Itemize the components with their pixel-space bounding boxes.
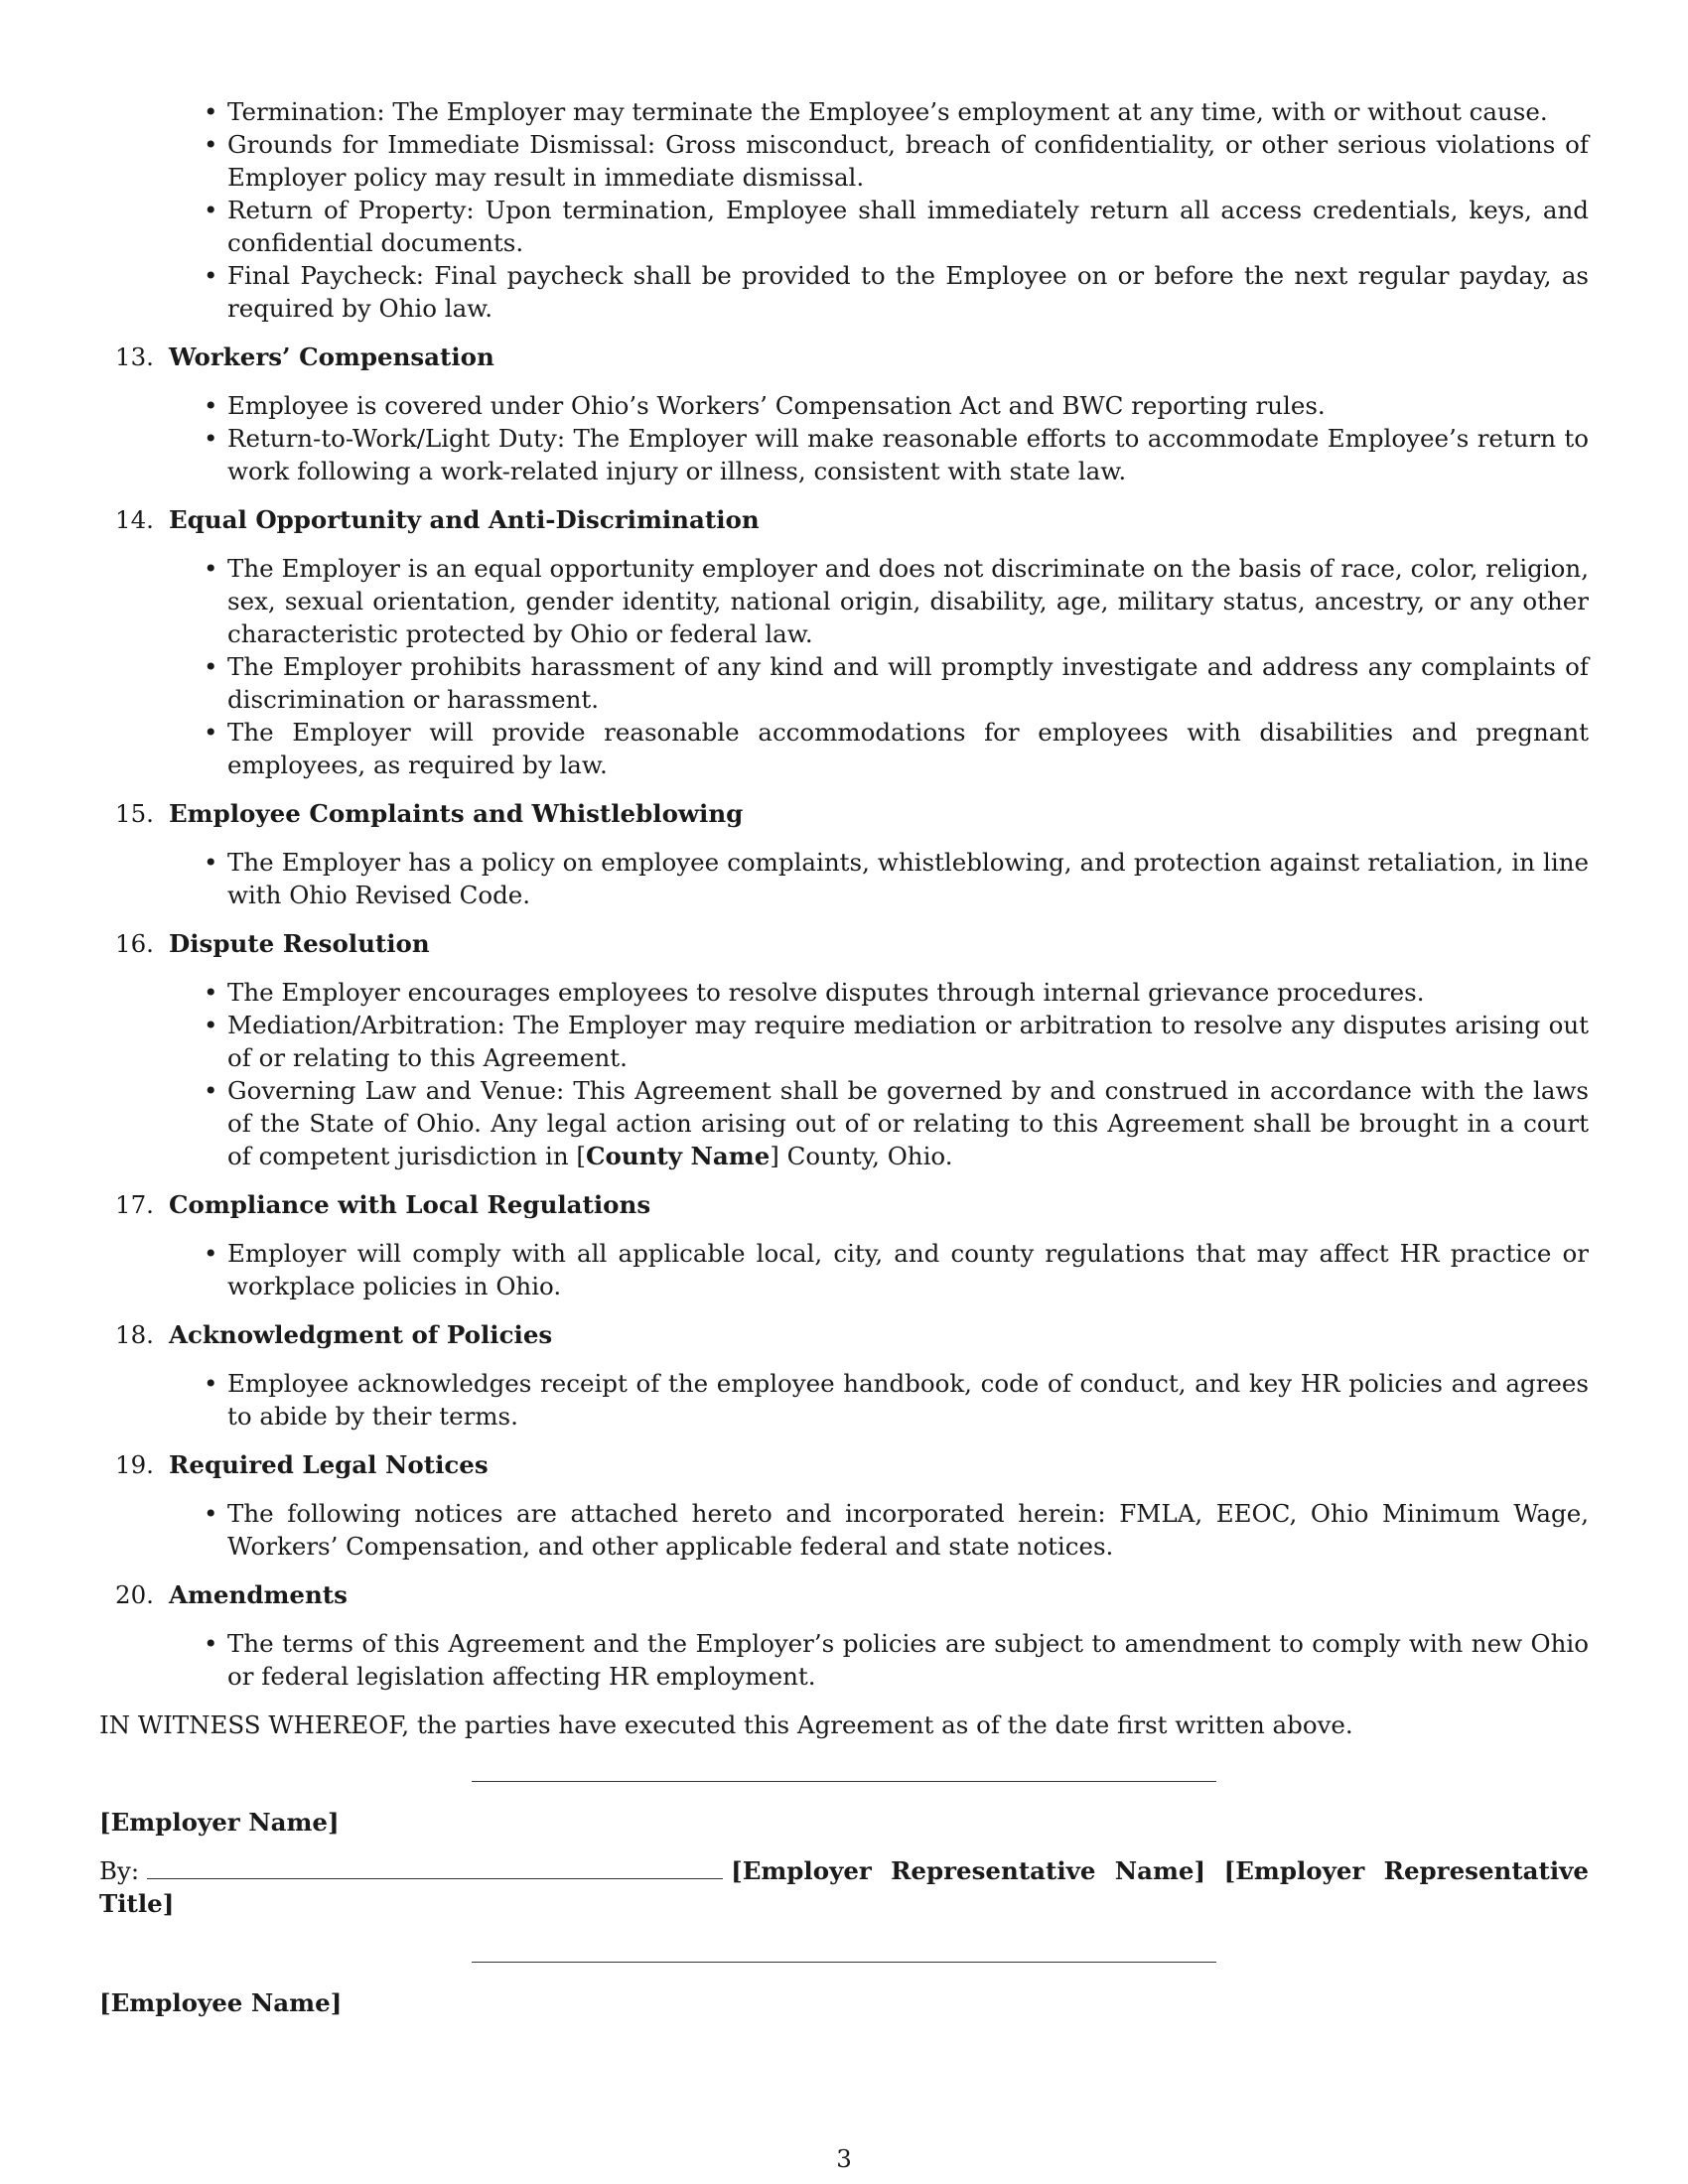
section-15 xyxy=(99,797,1589,911)
by-line xyxy=(99,1854,1589,1920)
list-item: • The Employer prohibits harassment of any kind and will promptly investigate and address any complaints of discrimination or harassment. xyxy=(227,650,1589,716)
list-item: • Mediation/Arbitration: The Employer may require mediation or arbitration to resolve any disputes arising out of or relating to this Agreement. xyxy=(227,1009,1589,1074)
rep-name-placeholder: [Employer Representative Name] xyxy=(731,1856,1206,1885)
section-title: Required Legal Notices xyxy=(169,1450,489,1479)
section-number: 14. xyxy=(115,505,154,534)
section-title: Equal Opportunity and Anti-Discrimination xyxy=(169,505,760,534)
section-title: Employee Complaints and Whistleblowing xyxy=(169,799,744,828)
section-number: 18. xyxy=(115,1320,154,1349)
section-17 xyxy=(99,1188,1589,1302)
section-title: Compliance with Local Regulations xyxy=(169,1190,651,1219)
witness-statement: IN WITNESS WHEREOF, the parties have executed this Agreement as of the date first written above. xyxy=(99,1710,1353,1739)
list-item: • Employer will comply with all applicable local, city, and county regulations that may affect HR practice or workplace policies in Ohio. xyxy=(227,1237,1589,1302)
section-title: Workers’ Compensation xyxy=(169,342,494,371)
governing-law-item: • Governing Law and Venue: This Agreement shall be governed by and construed in accordance with the laws of the State of Ohio. Any legal action arising out of or relating to this Agreement shall be brought in a court of competent jurisdiction in [County Name] County, Ohio. xyxy=(227,1074,1589,1172)
employer-signature-line xyxy=(472,1781,1216,1782)
section-16 xyxy=(99,927,1589,1172)
list-item: • Return of Property: Upon termination, Employee shall immediately return all access credentials, keys, and confidential documents. xyxy=(227,194,1589,259)
section-number: 17. xyxy=(115,1190,154,1219)
employee-name-placeholder: [Employee Name] xyxy=(99,1988,343,2017)
employee-signature-line xyxy=(472,1962,1216,1963)
section-number: 16. xyxy=(115,929,154,958)
section-title: Dispute Resolution xyxy=(169,929,430,958)
list-item: • Return-to-Work/Light Duty: The Employer will make reasonable efforts to accommodate Employee’s return to work following a work-related injury or illness, consistent with state law. xyxy=(227,422,1589,487)
section-14 xyxy=(99,503,1589,781)
list-item: • The terms of this Agreement and the Employer’s policies are subject to amendment to comply with new Ohio or federal legislation affecting HR employment. xyxy=(227,1627,1589,1693)
list-item: • The Employer encourages employees to resolve disputes through internal grievance procedures. xyxy=(227,976,1589,1009)
section-title: Amendments xyxy=(169,1580,348,1609)
list-item: • The Employer is an equal opportunity employer and does not discriminate on the basis of race, color, religion, sex, sexual orientation, gender identity, national origin, disability, age, military status, ancestry, or any other characteristic protected by Ohio or federal law. xyxy=(227,552,1589,650)
by-signature-underline xyxy=(147,1856,723,1879)
document-page xyxy=(99,95,1589,2019)
by-label: By: xyxy=(99,1856,140,1885)
section-number: 13. xyxy=(115,342,154,371)
section-title: Acknowledgment of Policies xyxy=(169,1320,553,1349)
list-item: • Grounds for Immediate Dismissal: Gross misconduct, breach of confidentiality, or other serious violations of Employer policy may result in immediate dismissal. xyxy=(227,128,1589,194)
rep-title-placeholder: [Employer Representative Title] xyxy=(99,1856,1589,1918)
section-18 xyxy=(99,1318,1589,1433)
list-item: • Employee acknowledges receipt of the employee handbook, code of conduct, and key HR policies and agrees to abide by their terms. xyxy=(227,1367,1589,1433)
list-item: • The following notices are attached hereto and incorporated herein: FMLA, EEOC, Ohio Minimum Wage, Workers’ Compensation, and other applicable federal and state notices. xyxy=(227,1497,1589,1563)
section-number: 20. xyxy=(115,1580,154,1609)
section-20 xyxy=(99,1578,1589,1693)
page-number: 3 xyxy=(836,2144,852,2173)
list-item: • Final Paycheck: Final paycheck shall be provided to the Employee on or before the next regular payday, as required by Ohio law. xyxy=(227,259,1589,325)
section-number: 15. xyxy=(115,799,154,828)
employer-name-placeholder: [Employer Name] xyxy=(99,1808,340,1837)
section-number: 19. xyxy=(115,1450,154,1479)
list-item: • The Employer will provide reasonable accommodations for employees with disabilities and pregnant employees, as required by law. xyxy=(227,716,1589,781)
termination-bullets xyxy=(99,95,1589,325)
list-item: • The Employer has a policy on employee complaints, whistleblowing, and protection against retaliation, in line with Ohio Revised Code. xyxy=(227,846,1589,911)
list-item: • Termination: The Employer may terminate the Employee’s employment at any time, with or without cause. xyxy=(227,95,1589,128)
county-name-placeholder: County Name xyxy=(585,1142,771,1170)
section-19 xyxy=(99,1448,1589,1563)
section-13 xyxy=(99,341,1589,487)
list-item: • Employee is covered under Ohio’s Workers’ Compensation Act and BWC reporting rules. xyxy=(227,389,1589,422)
